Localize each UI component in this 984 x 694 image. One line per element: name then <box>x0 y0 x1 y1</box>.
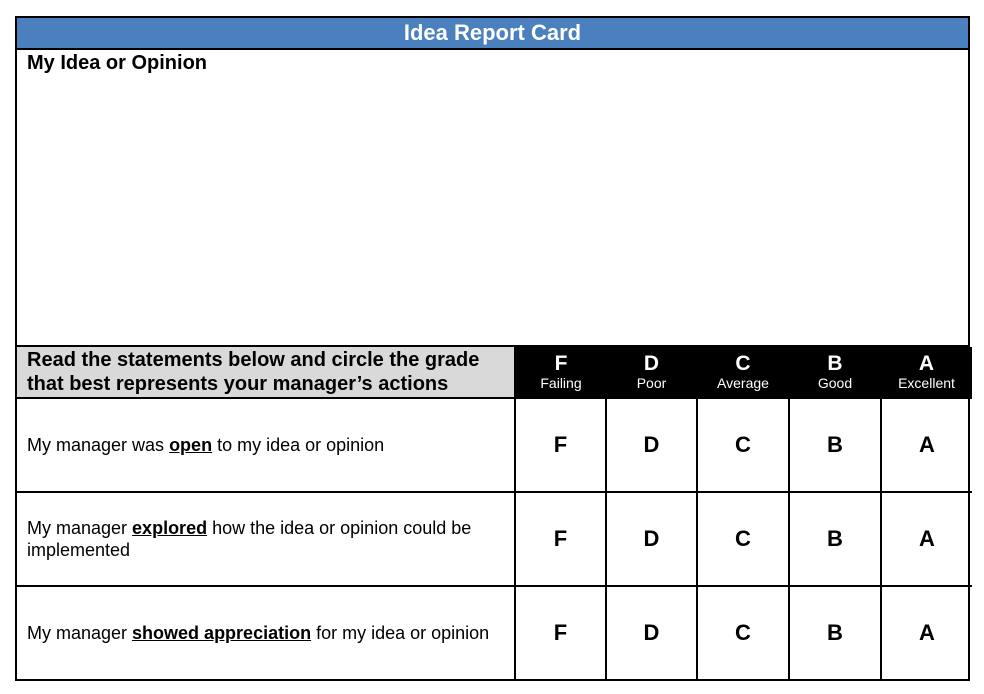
idea-input-area[interactable] <box>17 50 968 347</box>
statement-text <box>17 492 515 586</box>
grade-letter: A <box>918 352 935 375</box>
statement-prefix: My manager <box>27 623 133 643</box>
instructions-line-2: that best represents your manager’s actions <box>27 373 449 395</box>
statement-row-open <box>17 398 972 492</box>
grade-option-a[interactable]: A <box>881 398 972 492</box>
statement-text <box>17 398 515 492</box>
statement-suffix: how the idea or opinion could be implemented <box>27 518 472 560</box>
grade-option-f[interactable]: F <box>515 492 606 586</box>
statement-suffix: for my idea or opinion <box>311 623 490 643</box>
grade-option-d[interactable]: D <box>606 398 697 492</box>
statement-suffix: to my idea or opinion <box>212 435 385 455</box>
idea-report-card <box>15 16 970 681</box>
grade-option-c[interactable]: C <box>697 398 789 492</box>
statement-keyword: showed appreciation <box>132 623 312 643</box>
grade-letter: C <box>735 352 751 375</box>
grade-letter: D <box>643 352 660 375</box>
grade-description: Failing <box>540 375 582 391</box>
grade-option-a[interactable]: A <box>919 620 935 645</box>
grade-option-d[interactable]: D <box>606 586 697 679</box>
grade-header-a <box>881 347 972 398</box>
grade-option-a[interactable]: A <box>881 492 972 586</box>
grade-header-c <box>697 347 789 398</box>
grade-letter: F <box>554 352 568 375</box>
statement-text <box>17 586 515 679</box>
statement-row-appreciation <box>17 586 972 679</box>
grade-description: Average <box>717 375 769 391</box>
statement-prefix: My manager <box>27 518 133 538</box>
grade-description: Poor <box>636 375 667 391</box>
grade-header-row <box>17 347 972 398</box>
report-title: Idea Report Card <box>17 18 968 50</box>
idea-label: My Idea or Opinion <box>27 52 208 74</box>
grade-option-c[interactable]: C <box>697 492 789 586</box>
statement-keyword: explored <box>132 518 208 538</box>
grade-header-b <box>789 347 881 398</box>
grade-header-f <box>515 347 606 398</box>
grade-option-b[interactable]: B <box>789 586 881 679</box>
statement-prefix: My manager was <box>27 435 170 455</box>
grade-option-b[interactable]: B <box>789 398 881 492</box>
grade-header-d <box>606 347 697 398</box>
grade-option-b[interactable]: B <box>789 492 881 586</box>
statement-row-explored <box>17 492 972 586</box>
grade-option-d[interactable]: D <box>606 492 697 586</box>
grade-option-c[interactable]: C <box>697 586 789 679</box>
statement-keyword: open <box>169 435 213 455</box>
grade-description: Excellent <box>898 375 955 391</box>
grade-letter: B <box>827 352 843 375</box>
grade-description: Good <box>817 375 853 391</box>
grade-option-f[interactable]: F <box>515 586 606 679</box>
grade-option-f[interactable]: F <box>515 398 606 492</box>
grading-table <box>17 347 972 679</box>
instructions <box>17 347 515 398</box>
instructions-line-1: Read the statements below and circle the grade <box>27 349 480 371</box>
